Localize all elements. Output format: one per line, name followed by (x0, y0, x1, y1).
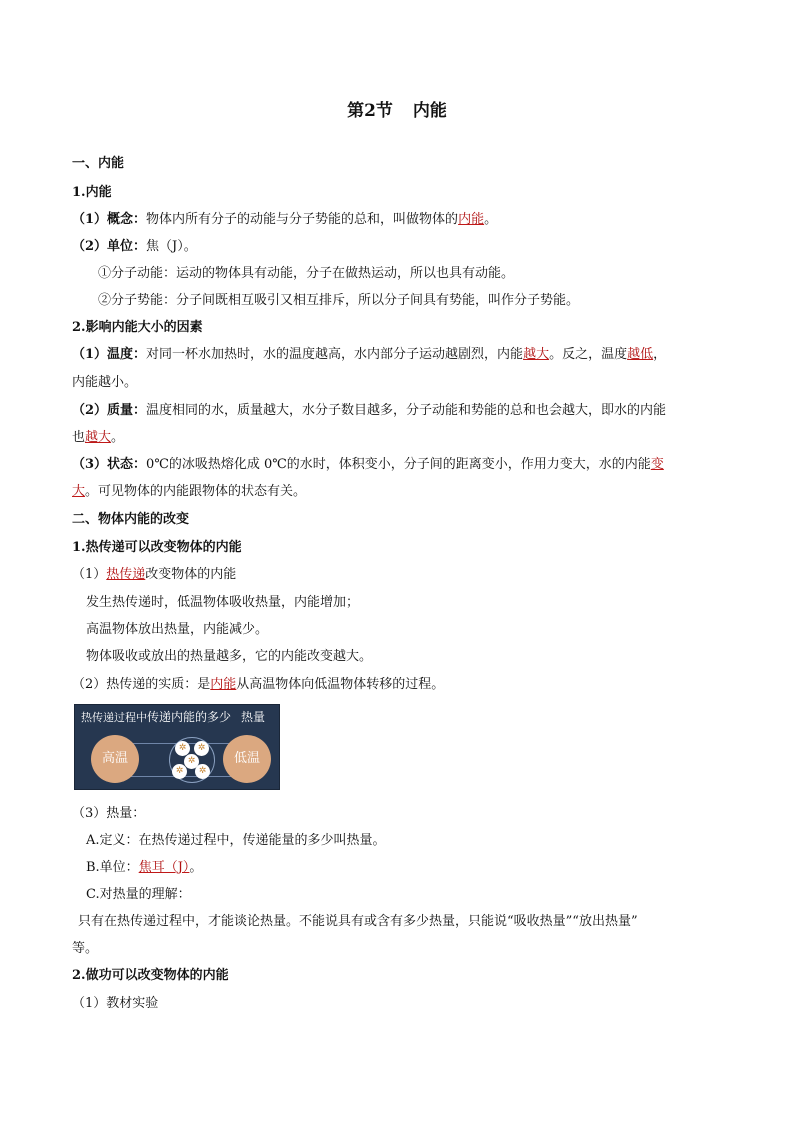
concept-line: （1）概念：物体内所有分子的动能与分子势能的总和，叫做物体的内能。 (72, 212, 498, 227)
molecule-icon: ✲ (195, 764, 210, 779)
heat-transfer-line: （1）热传递改变物体的内能 (72, 567, 237, 582)
temperature-line-cont: 内能越小。 (72, 375, 138, 390)
state-line: （3）状态：0℃的冰吸热熔化成 0℃的水时，体积变小，分子间的距离变小，作用力变大，水的内能变 (72, 457, 664, 472)
hot-object: 高温 (91, 735, 139, 783)
heat-transfer-amount-line: 物体吸收或放出的热量越多，它的内能改变越大。 (86, 649, 373, 664)
heat-understanding-line: C.对热量的理解： (86, 887, 191, 902)
molecular-kinetic-line: ①分子动能：运动的物体具有动能，分子在做热运动，所以也具有动能。 (98, 266, 515, 281)
subheading-internal-energy: 1.内能 (72, 185, 112, 200)
cold-object: 低温 (223, 735, 271, 783)
molecule-icon: ✲ (184, 754, 199, 769)
heat-explanation-line: 只有在热传递过程中，才能谈论热量。不能说具有或含有多少热量，只能说“吸收热量”“放出热量” (78, 914, 638, 929)
highlight-term: 内能 (458, 212, 485, 227)
molecule-icon: ✲ (175, 741, 190, 756)
molecular-potential-line: ②分子势能：分子间既相互吸引又相互排斥，所以分子间具有势能，叫作分子势能。 (98, 293, 580, 308)
temperature-line: （1）温度：对同一杯水加热时，水的温度越高，水内部分子运动越剧烈，内能越大。反之，温度越低， (72, 347, 667, 362)
textbook-experiment-line: （1）教材实验 (72, 996, 159, 1011)
mass-line: （2）质量：温度相同的水，质量越大，水分子数目越多，分子动能和势能的总和也会越大，即水的内能 (72, 403, 667, 418)
subheading-factors: 2.影响内能大小的因素 (72, 320, 203, 335)
subheading-heat-transfer: 1.热传递可以改变物体的内能 (72, 540, 242, 555)
heat-transfer-essence-line: （2）热传递的实质：是内能从高温物体向低温物体转移的过程。 (72, 677, 445, 692)
heat-unit-line: B.单位：焦耳（J）。 (86, 860, 203, 875)
molecule-icon: ✲ (194, 741, 209, 756)
heat-explanation-line-cont: 等。 (72, 941, 99, 956)
heat-transfer-diagram (74, 704, 280, 790)
state-line-cont: 大。可见物体的内能跟物体的状态有关。 (72, 484, 307, 499)
molecule-cluster (169, 737, 215, 783)
mass-line-cont: 也越大。 (72, 430, 125, 445)
heading-internal-energy: 一、内能 (72, 156, 125, 171)
heat-transfer-absorb-line: 发生热传递时，低温物体吸收热量，内能增加； (86, 595, 360, 610)
unit-line: （2）单位：焦（J）。 (72, 239, 197, 254)
heat-definition-line: A.定义：在热传递过程中，传递能量的多少叫热量。 (86, 833, 386, 848)
heat-quantity-heading: （3）热量： (72, 806, 146, 821)
page-title: 第2节 内能 (347, 101, 447, 121)
diagram-title: 热传递过程中传递内能的多少 热量 (81, 710, 266, 724)
heading-change-energy: 二、物体内能的改变 (72, 512, 190, 527)
subheading-work: 2.做功可以改变物体的内能 (72, 968, 229, 983)
heat-transfer-release-line: 高温物体放出热量，内能减少。 (86, 622, 269, 637)
molecule-icon: ✲ (172, 764, 187, 779)
